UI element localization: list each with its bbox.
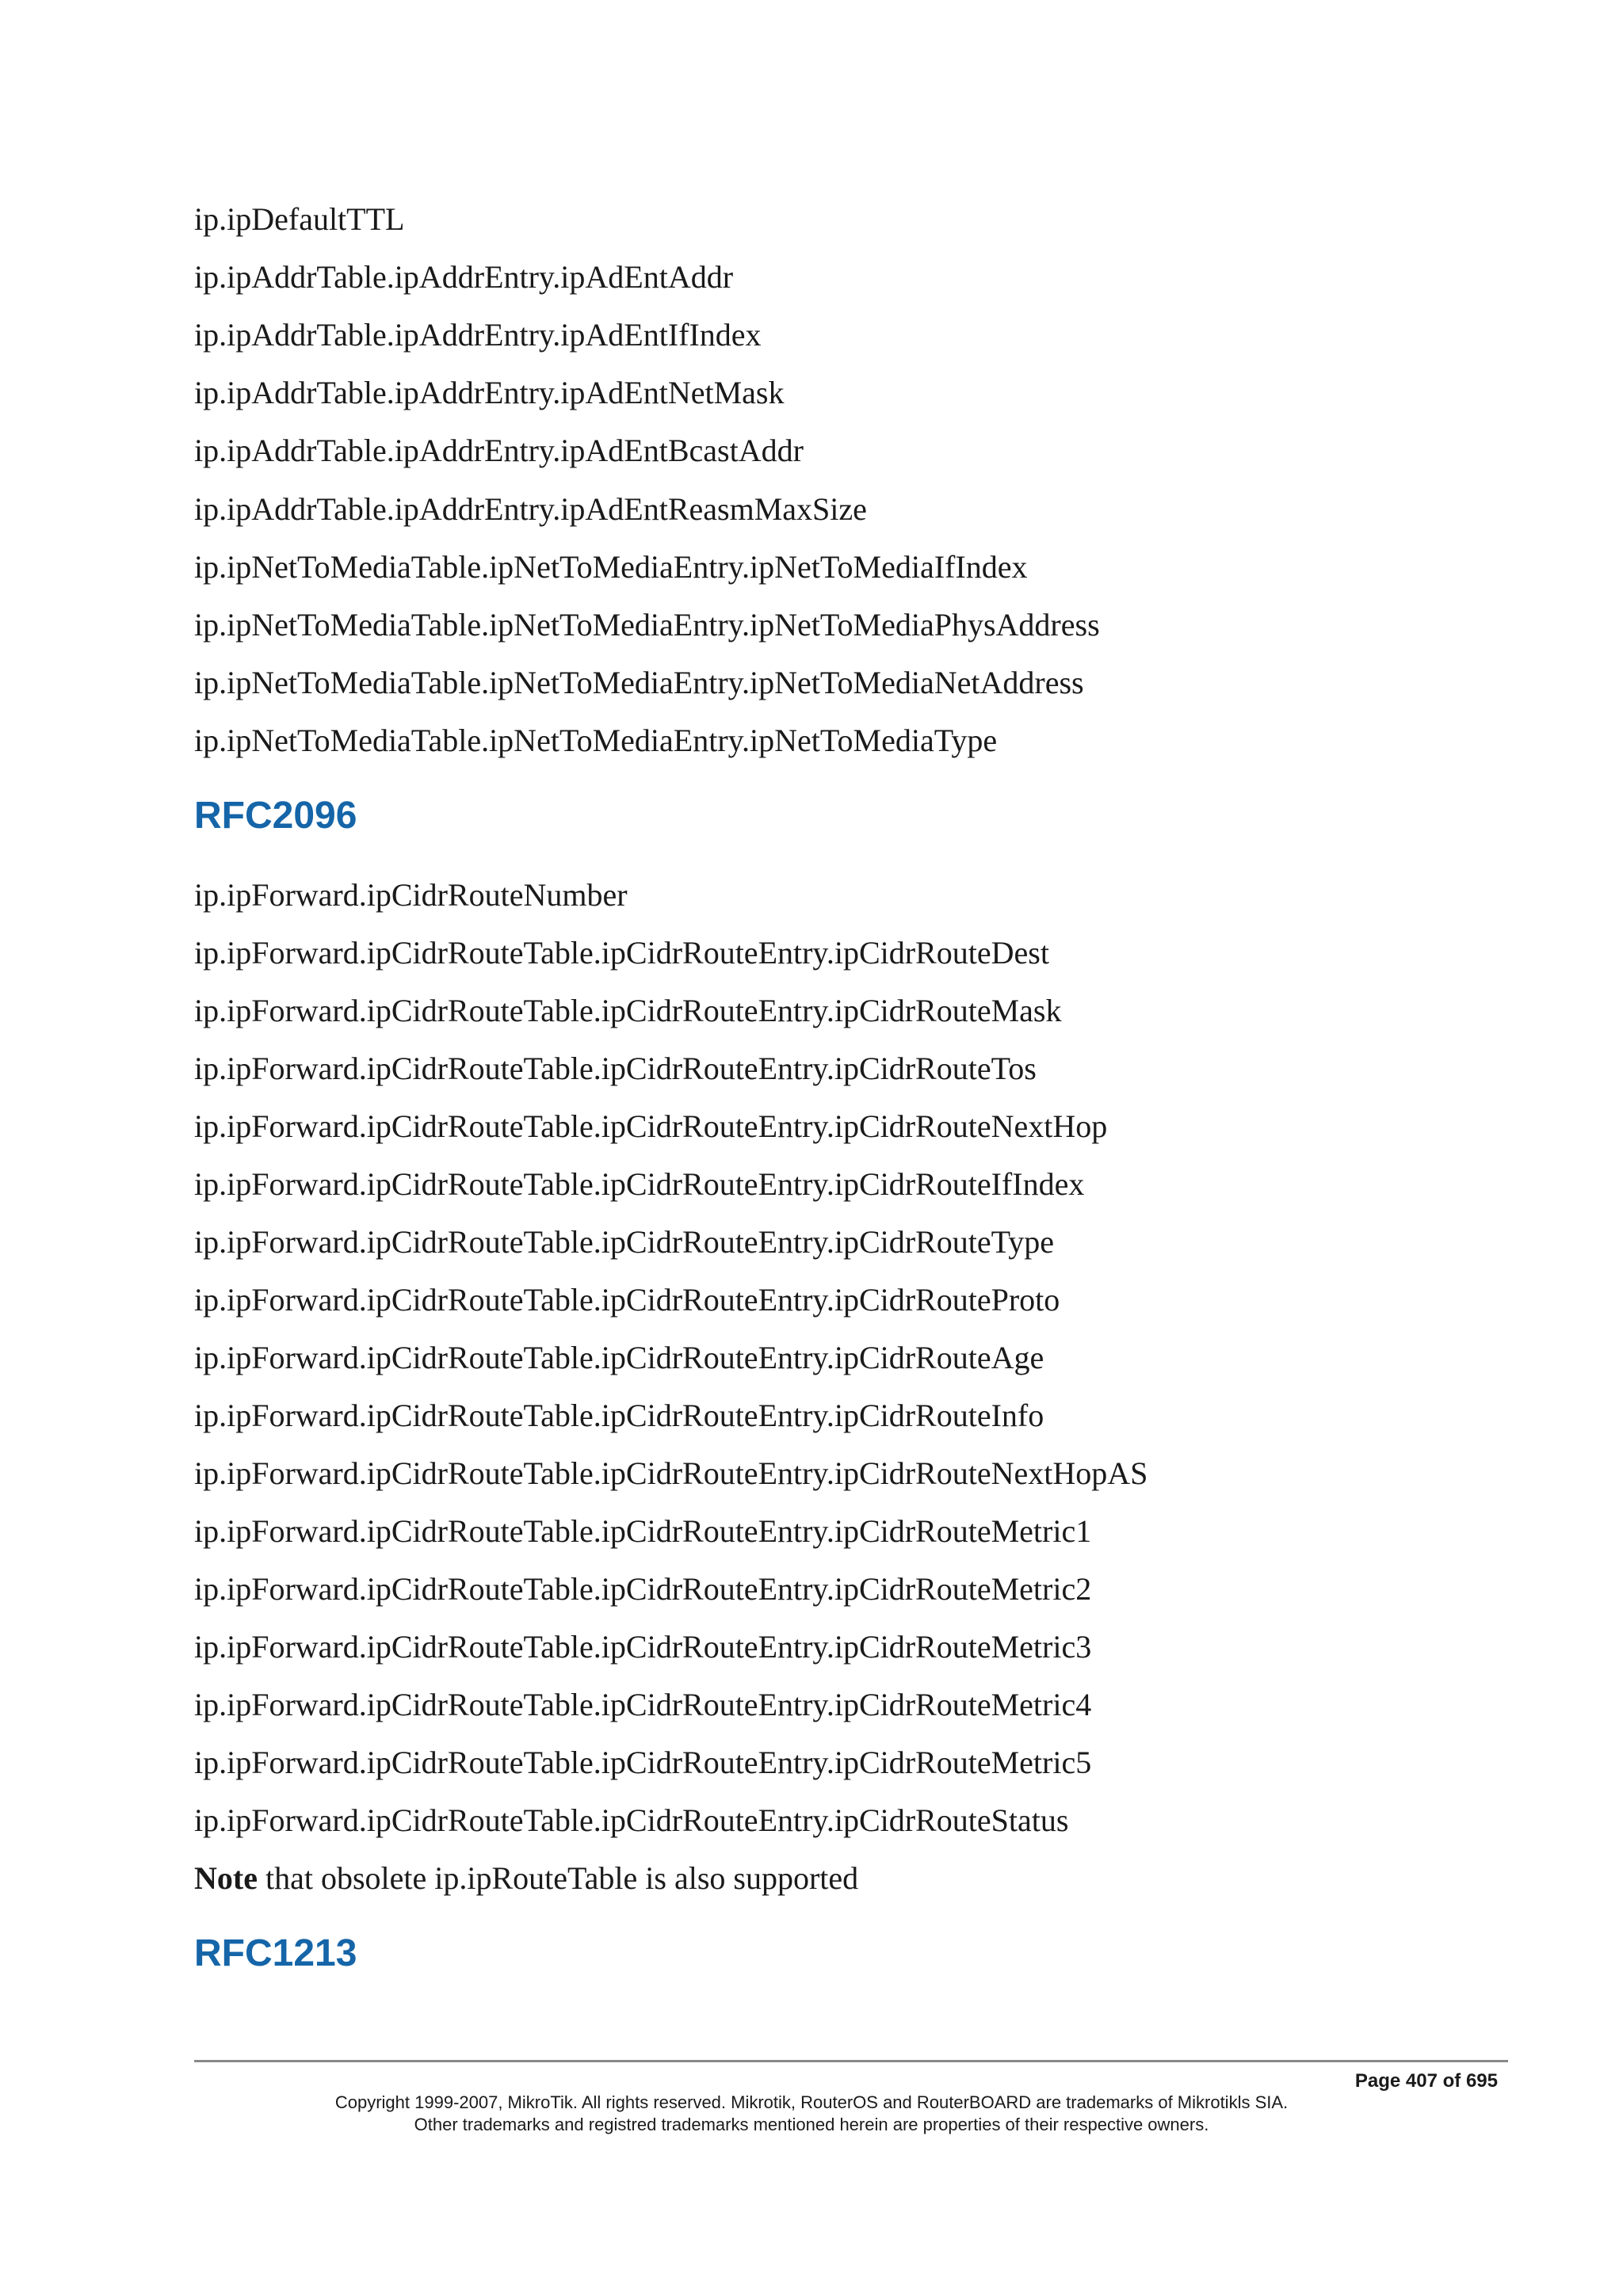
- oid-line: ip.ipNetToMediaTable.ipNetToMediaEntry.ipNetToMediaNetAddress: [194, 665, 1084, 700]
- oid-line: ip.ipNetToMediaTable.ipNetToMediaEntry.ipNetToMediaIfIndex: [194, 549, 1028, 585]
- footer-divider: [194, 2060, 1508, 2062]
- note-label: Note: [194, 1860, 258, 1896]
- oid-line: ip.ipForward.ipCidrRouteTable.ipCidrRouteEntry.ipCidrRouteTos: [194, 1051, 1037, 1086]
- oid-line: ip.ipNetToMediaTable.ipNetToMediaEntry.ipNetToMediaPhysAddress: [194, 607, 1100, 643]
- oid-line: ip.ipForward.ipCidrRouteTable.ipCidrRouteEntry.ipCidrRouteMetric1: [194, 1513, 1092, 1549]
- oid-line: ip.ipForward.ipCidrRouteTable.ipCidrRouteEntry.ipCidrRouteMetric4: [194, 1687, 1092, 1722]
- oid-line: ip.ipForward.ipCidrRouteTable.ipCidrRouteEntry.ipCidrRouteMetric5: [194, 1745, 1092, 1780]
- oid-line: ip.ipForward.ipCidrRouteTable.ipCidrRouteEntry.ipCidrRouteMetric3: [194, 1629, 1092, 1665]
- oid-line: ip.ipAddrTable.ipAddrEntry.ipAdEntBcastAddr: [194, 433, 804, 468]
- oid-line: ip.ipForward.ipCidrRouteTable.ipCidrRouteEntry.ipCidrRouteAge: [194, 1340, 1044, 1375]
- note-paragraph: [194, 1859, 858, 1898]
- note-text: that obsolete ip.ipRouteTable is also supported: [257, 1860, 859, 1896]
- oid-line: ip.ipForward.ipCidrRouteTable.ipCidrRouteEntry.ipCidrRouteNextHopAS: [194, 1455, 1148, 1491]
- oid-line: ip.ipForward.ipCidrRouteTable.ipCidrRouteEntry.ipCidrRouteIfIndex: [194, 1166, 1085, 1202]
- oid-line: ip.ipAddrTable.ipAddrEntry.ipAdEntAddr: [194, 259, 734, 295]
- section-heading-rfc1213: RFC1213: [194, 1932, 357, 1974]
- oid-line: ip.ipForward.ipCidrRouteTable.ipCidrRouteEntry.ipCidrRouteNextHop: [194, 1108, 1108, 1144]
- oid-line: ip.ipAddrTable.ipAddrEntry.ipAdEntReasmMaxSize: [194, 491, 867, 527]
- page-number: Page 407 of 695: [1354, 2070, 1498, 2092]
- oid-line: ip.ipForward.ipCidrRouteTable.ipCidrRouteEntry.ipCidrRouteProto: [194, 1282, 1060, 1318]
- oid-line: ip.ipAddrTable.ipAddrEntry.ipAdEntIfIndex: [194, 317, 762, 353]
- oid-line: ip.ipForward.ipCidrRouteTable.ipCidrRouteEntry.ipCidrRouteType: [194, 1224, 1054, 1260]
- oid-line: ip.ipForward.ipCidrRouteTable.ipCidrRouteEntry.ipCidrRouteDest: [194, 935, 1049, 971]
- copyright-line-1: Copyright 1999-2007, MikroTik. All rights reserved. Mikrotik, RouterOS and RouterBOARD are trademarks of Mikrotikls SIA.: [334, 2092, 1289, 2112]
- oid-line: ip.ipForward.ipCidrRouteTable.ipCidrRouteEntry.ipCidrRouteInfo: [194, 1398, 1044, 1433]
- section-heading-rfc2096: RFC2096: [194, 795, 357, 837]
- oid-line: ip.ipNetToMediaTable.ipNetToMediaEntry.ipNetToMediaType: [194, 723, 998, 758]
- oid-line: ip.ipForward.ipCidrRouteNumber: [194, 877, 628, 913]
- oid-line: ip.ipDefaultTTL: [194, 201, 405, 237]
- oid-line: ip.ipAddrTable.ipAddrEntry.ipAdEntNetMask: [194, 375, 785, 410]
- oid-line: ip.ipForward.ipCidrRouteTable.ipCidrRouteEntry.ipCidrRouteStatus: [194, 1802, 1069, 1838]
- oid-line: ip.ipForward.ipCidrRouteTable.ipCidrRouteEntry.ipCidrRouteMask: [194, 993, 1062, 1028]
- oid-line: ip.ipForward.ipCidrRouteTable.ipCidrRouteEntry.ipCidrRouteMetric2: [194, 1571, 1092, 1607]
- copyright-line-2: Other trademarks and registred trademarks mentioned herein are properties of their respective owners.: [414, 2115, 1209, 2134]
